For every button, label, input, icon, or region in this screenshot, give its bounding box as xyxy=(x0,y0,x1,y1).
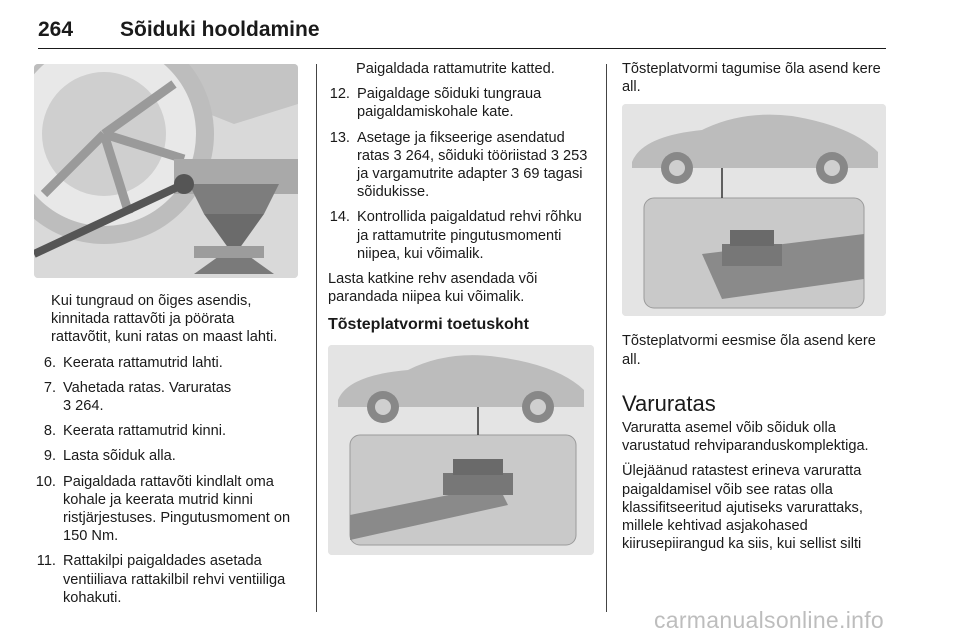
rear-lift-text: Tõsteplatvormi tagumise õla asend kere all. xyxy=(622,61,881,96)
front-lift-text: Tõsteplatvormi eesmise õla asend kere all. xyxy=(622,333,876,368)
column-1 xyxy=(34,60,298,614)
list-item xyxy=(328,85,590,121)
step-number: 7. xyxy=(43,379,56,396)
step-number: 6. xyxy=(43,354,56,371)
step-text: Keerata rattamutrid kinni. xyxy=(63,423,227,440)
page-reference-link[interactable]: 3 264. xyxy=(63,398,104,415)
paragraph: Varuratta asemel võib sõiduk olla varustatud rehviparanduskomplektiga. xyxy=(622,420,869,455)
list-item xyxy=(328,208,590,263)
steps-list xyxy=(328,85,590,263)
continued-step: Paigaldada rattamutrite katted. xyxy=(356,61,555,77)
note-text: Lasta katkine rehv asendada või parandada niipea kui võimalik. xyxy=(328,271,538,306)
step-text: Lasta sõiduk alla. xyxy=(63,448,176,465)
step-text: Vahetada ratas. Varuratas xyxy=(63,379,232,396)
list-item xyxy=(34,447,298,465)
column-divider xyxy=(316,64,317,612)
figure-caption: Kui tungraud on õiges asendis, kinnitada rattavõti ja pöörata rattavõtit, kuni ratas on maast lahti. xyxy=(51,293,278,346)
step-text: Keerata rattamutrid lahti. xyxy=(63,354,223,371)
lift-point-illustration-rear xyxy=(622,104,886,316)
column-divider xyxy=(606,64,607,612)
lift-point-figure-front xyxy=(328,345,594,555)
tyre-jack-illustration xyxy=(34,64,298,278)
chapter-title: Sõiduki hooldamine xyxy=(120,18,320,41)
step-number: 8. xyxy=(43,423,56,440)
step-number: 14. xyxy=(329,209,350,226)
watermark: carmanualsonline.info xyxy=(653,607,884,633)
step-text: Paigaldada rattavõti kindlalt oma kohale ja keerata mutrid kinni ristjärjestuses. Pingutusmoment on 150 Nm. xyxy=(63,473,291,545)
section-subheading: Tõsteplatvormi toetuskoht xyxy=(328,316,529,334)
list-item xyxy=(34,354,298,372)
step-number: 10. xyxy=(35,473,56,490)
steps-list xyxy=(34,354,298,607)
column-3 xyxy=(622,60,888,560)
list-item xyxy=(34,552,298,607)
step-number: 13. xyxy=(329,129,350,146)
paragraph: Ülejäänud ratastest erineva varuratta paigaldamisel võib see ratas olla klassifitseeritud ajutiseks varurattaks, millele kehtivad asjakohased kiirusepiirangud ka siis, kui sellist silti xyxy=(622,463,863,553)
list-item xyxy=(328,129,590,202)
step-text: Asetage ja fikseerige asendatud ratas 3 264, sõiduki tööriistad 3 253 ja vargamutrite adapter 3 69 tagasi sõidukisse. xyxy=(357,129,588,201)
step-text: Kontrollida paigaldatud rehvi rõhku ja rattamutrite pingutusmomenti niipea, kui võimalik. xyxy=(357,209,582,262)
page-number: 264 xyxy=(38,18,74,41)
list-item xyxy=(34,379,298,415)
step-number: 11. xyxy=(36,553,56,570)
step-text: Rattakilpi paigaldades asetada ventiiliava rattakilbil rehvi ventiiliga kohakuti. xyxy=(63,553,286,606)
column-2 xyxy=(328,60,590,555)
lift-point-illustration-front xyxy=(328,345,594,555)
list-item xyxy=(34,422,298,440)
lift-point-figure-rear xyxy=(622,104,886,316)
list-item xyxy=(34,473,298,546)
step-number: 9. xyxy=(43,448,56,465)
step-number: 12. xyxy=(329,86,350,103)
page-header xyxy=(38,18,886,49)
tyre-jack-figure xyxy=(34,64,298,278)
step-text: Paigaldage sõiduki tungraua paigaldamiskohale kate. xyxy=(357,86,542,121)
section-heading: Varuratas xyxy=(622,390,716,416)
